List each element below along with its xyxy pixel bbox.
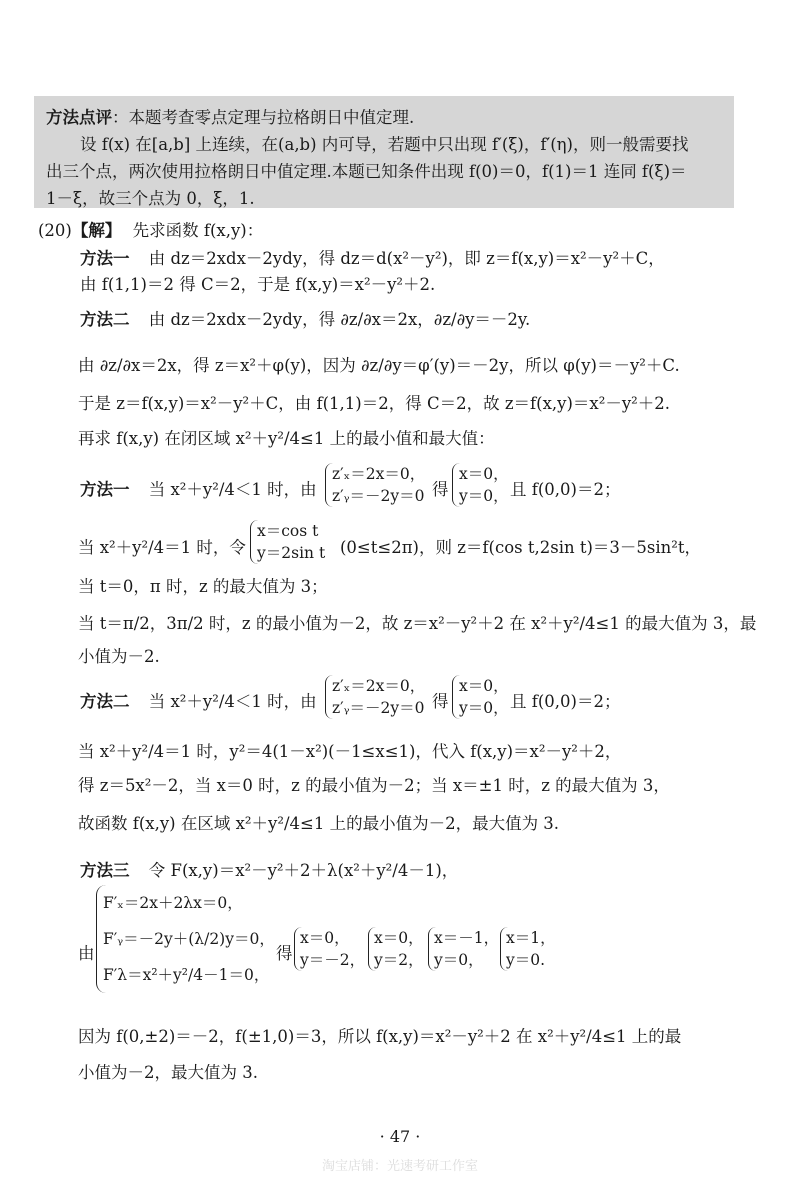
ext-method3-sol1-y: y＝－2， [300,951,366,969]
fn-method1-line2: 由 f(1,1)＝2 得 C＝2，于是 f(x,y)＝x²－y²＋2. [80,275,436,294]
ext-method3-lagrangian: 令 F(x,y)＝x²－y²＋2＋λ(x²＋y²/4－1)， [148,861,459,880]
method-review-box [34,96,734,208]
ext-method1-sol1: x＝0， [459,465,509,483]
ext-method2-label: 方法二 [80,692,130,711]
ext-method3-eq3: F′λ＝x²＋y²/4－1＝0， [103,966,270,984]
ext-method2-line4: 故函数 f(x,y) 在区域 x²＋y²/4≤1 上的最小值为－2，最大值为 3. [78,814,560,833]
ext-method1-line2b: (0≤t≤2π)，则 z＝f(cos t,2sin t)＝3－5sin²t， [340,538,702,557]
ext-method2-eq1: z′ₓ＝2x＝0， [332,677,426,695]
ext-method2-sol1: x＝0， [459,677,509,695]
page-number: · 47 · [379,1127,421,1146]
method-review-line3: 出三个点，两次使用拉格朗日中值定理.本题已知条件出现 f(0)＝0，f(1)＝1 连同 f(ξ)＝ [46,162,687,181]
ext-method3-label: 方法三 [80,861,130,880]
fn-method1-line1 [80,245,665,269]
ext-method2-line2: 当 x²＋y²/4＝1 时，y²＝4(1－x²)(－1≤x≤1)，代入 f(x,y)＝x²－y²＋2， [78,742,622,761]
ext-method1-tail: 且 f(0,0)＝2； [510,480,621,499]
ext-method3-sol1 [294,927,365,971]
ext-method2-line3: 得 z＝5x²－2，当 x＝0 时，z 的最小值为－2；当 x＝±1 时，z 的最大值为 3， [78,776,670,795]
method-review-line1: ：本题考查零点定理与拉格朗日中值定理. [112,108,415,127]
ext-method3-sol3-y: y＝0， [434,951,484,969]
ext-method3-sol3 [428,927,499,971]
ext-method3-sol3-x: x＝－1， [434,929,500,947]
ext-method1-sol2: y＝0， [459,487,509,505]
ext-method2-solution [452,675,509,719]
extrema-intro: 再求 f(x,y) 在闭区域 x²＋y²/4≤1 上的最小值和最大值： [78,429,495,448]
solution-intro: 先求函数 f(x,y)： [132,221,264,240]
ext-method1-line1 [80,476,317,500]
ext-method3-sol4-x: x＝1， [506,929,556,947]
ext-method1-line2a: 当 x²＋y²/4＝1 时，令 [78,538,246,557]
ext-method2-eq2: z′ᵧ＝－2y＝0 [332,699,425,717]
ext-method3-you: 由 [78,944,95,963]
watermark: 淘宝店铺：光速考研工作室 [321,1159,478,1174]
ext-method1-solution [452,463,509,507]
ext-method3-sol2 [368,927,424,971]
method-review-line2: 设 f(x) 在[a,b] 上连续，在(a,b) 内可导，若题中只出现 f′(ξ)，f′(η)，则一般需要找 [80,135,689,154]
fn-method1-label: 方法一 [80,249,130,268]
problem-number: (20) [38,221,72,240]
ext-method1-de: 得 [432,480,449,499]
fn-method2-line2: 由 ∂z/∂x＝2x，得 z＝x²＋φ(y)，因为 ∂z/∂y＝φ′(y)＝－2y，所以 φ(y)＝－y²＋C. [78,356,680,375]
fn-method2-line3: 于是 z＝f(x,y)＝x²－y²＋C，由 f(1,1)＝2，得 C＝2，故 z＝f(x,y)＝x²－y²＋2. [78,394,670,413]
ext-method3-sol4-y: y＝0. [506,951,546,969]
fn-method2-text1: 由 dz＝2xdx－2ydy，得 ∂z/∂x＝2x，∂z/∂y＝－2y. [148,310,531,329]
ext-method1-label: 方法一 [80,480,130,499]
ext-method3-line2: 因为 f(0,±2)＝－2，f(±1,0)＝3，所以 f(x,y)＝x²－y²＋2 在 x²＋y²/4≤1 上的最 [78,1027,682,1046]
ext-method3-sol1-x: x＝0， [300,929,350,947]
ext-method3-sol2-y: y＝2， [374,951,424,969]
fn-method2-label: 方法二 [80,310,130,329]
ext-method2-de: 得 [432,692,449,711]
fn-method2-line1 [80,306,530,330]
method-review-line4: 1－ξ，故三个点为 0，ξ，1. [46,189,255,208]
ext-method1-param [250,520,325,564]
ext-method1-line3: 当 t＝0，π 时，z 的最大值为 3； [78,577,328,596]
fn-method1-text1: 由 dz＝2xdx－2ydy，得 dz＝d(x²－y²)，即 z＝f(x,y)＝x²－y²＋C， [148,249,665,268]
ext-method1-param-y: y＝2sin t [257,544,326,562]
ext-method3-system [96,885,275,993]
ext-method3-line3: 小值为－2，最大值为 3. [78,1063,258,1082]
ext-method3-sol4 [500,927,556,971]
method-review-label: 方法点评 [46,108,112,127]
ext-method1-eq1: z′ₓ＝2x＝0， [332,465,426,483]
ext-method3-de: 得 [276,944,293,963]
ext-method1-cond: 当 x²＋y²/4＜1 时，由 [148,480,317,499]
ext-method2-cond: 当 x²＋y²/4＜1 时，由 [148,692,317,711]
solution-header [38,217,263,241]
ext-method3-sol2-x: x＝0， [374,929,424,947]
ext-method2-sol2: y＝0， [459,699,509,717]
ext-method1-param-x: x＝cos t [257,522,319,540]
ext-method1-system1 [325,463,425,507]
ext-method3-eq1: F′ₓ＝2x＋2λx＝0， [103,894,243,912]
ext-method1-eq2: z′ᵧ＝－2y＝0 [332,487,425,505]
ext-method2-tail: 且 f(0,0)＝2； [510,692,621,711]
solution-tag: 【解】 [71,221,122,240]
ext-method2-system1 [325,675,425,719]
ext-method1-line5: 小值为－2. [78,647,160,666]
ext-method1-line4: 当 t＝π/2，3π/2 时，z 的最小值为－2，故 z＝x²－y²＋2 在 x²＋y²/4≤1 的最大值为 3，最 [78,614,757,633]
ext-method2-line1 [80,688,317,712]
ext-method3-line1 [80,857,458,881]
ext-method3-eq2: F′ᵧ＝－2y＋(λ/2)y＝0， [103,930,275,948]
